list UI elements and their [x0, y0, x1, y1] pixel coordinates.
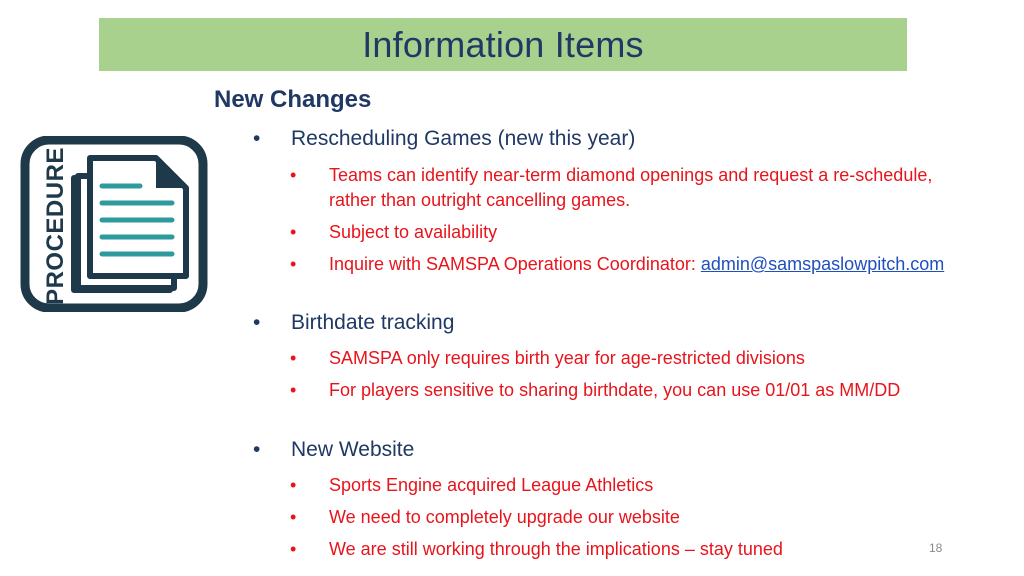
bullet-label: New Website: [291, 438, 415, 461]
bullet-glyph: •: [290, 507, 297, 527]
bullet-glyph: •: [290, 165, 297, 185]
bullet-glyph: •: [290, 348, 297, 368]
sub-bullet-text: For players sensitive to sharing birthdate, you can use 01/01 as MM/DD: [329, 380, 901, 400]
bullet-glyph: •: [290, 539, 297, 559]
sub-bullet-text: We are still working through the implications – stay tuned: [329, 539, 783, 559]
sub-bullet-text-line2: rather than outright cancelling games.: [329, 190, 631, 210]
sub-bullet-text-with-link: [329, 252, 944, 277]
sub-bullet-text: Subject to availability: [329, 222, 498, 242]
bullet-glyph: •: [290, 254, 297, 274]
email-link[interactable]: admin@samspaslowpitch.com: [700, 254, 945, 274]
bullet-label: Rescheduling Games (new this year): [291, 127, 636, 150]
slide-title: Information Items: [362, 23, 644, 65]
bullet-glyph: •: [253, 311, 261, 334]
bullet-label: Birthdate tracking: [291, 311, 455, 334]
title-bar: [99, 18, 907, 71]
sub-bullet-text: Sports Engine acquired League Athletics: [329, 475, 654, 495]
procedure-label: PROCEDURE: [42, 147, 69, 305]
page-number: 18: [929, 541, 943, 555]
sub-bullet-text: We need to completely upgrade our website: [329, 507, 680, 527]
bullet-glyph: •: [253, 438, 261, 461]
sub-bullet-text-line1: Teams can identify near-term diamond openings and request a re-schedule,: [329, 165, 933, 185]
bullet-glyph: •: [290, 475, 297, 495]
bullet-glyph: •: [253, 127, 261, 150]
bullet-glyph: •: [290, 380, 297, 400]
sub-bullet-text: SAMSPA only requires birth year for age-restricted divisions: [329, 348, 805, 368]
bullet-glyph: •: [290, 222, 297, 242]
sub-bullet-text: Inquire with SAMSPA Operations Coordinator:: [329, 254, 701, 274]
procedure-document-icon: [20, 136, 208, 312]
section-heading: New Changes: [214, 86, 372, 113]
